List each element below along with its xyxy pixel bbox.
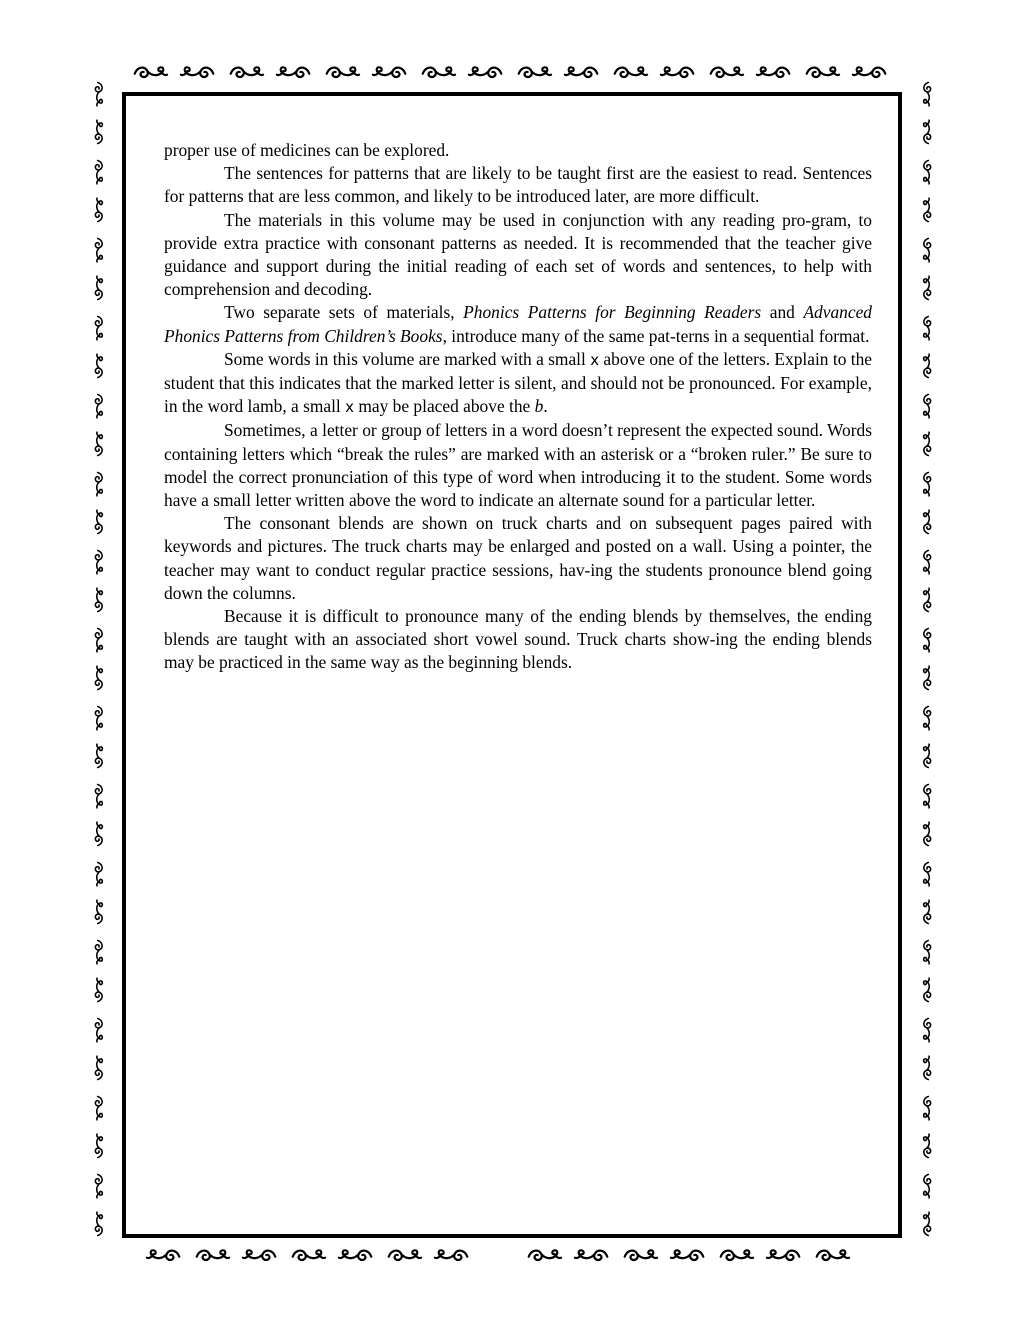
bottom-ornament-border <box>140 1246 900 1264</box>
text-run: Because it is difficult to pronounce many of the ending blends by themselves, the ending blends are taught with an associated short vowel sound. Truck charts show-ing the ending blends may be practiced in the same way as the beginning blends. <box>164 606 872 673</box>
flourish-scroll-icon <box>750 63 798 81</box>
flourish-scroll-icon <box>86 815 112 854</box>
flourish-scroll-icon <box>914 542 940 581</box>
text-run: Two separate sets of materials, <box>224 302 464 323</box>
flourish-scroll-icon <box>914 698 940 737</box>
flourish-scroll-icon <box>914 1010 940 1049</box>
flourish-scroll-icon <box>86 1166 112 1205</box>
text-run: and <box>761 302 804 323</box>
flourish-scroll-icon <box>664 1246 712 1264</box>
paragraph <box>164 301 872 347</box>
flourish-scroll-icon <box>86 737 112 776</box>
paragraph <box>164 348 872 420</box>
flourish-scroll-icon <box>914 659 940 698</box>
flourish-scroll-icon <box>86 971 112 1010</box>
flourish-scroll-icon <box>86 854 112 893</box>
flourish-scroll-icon <box>318 63 366 81</box>
flourish-scroll-icon <box>568 1246 616 1264</box>
flourish-scroll-icon <box>914 386 940 425</box>
flourish-scroll-icon <box>86 581 112 620</box>
flourish-scroll-icon <box>86 893 112 932</box>
flourish-scroll-icon <box>760 1246 808 1264</box>
flourish-scroll-icon <box>270 63 318 81</box>
flourish-scroll-icon <box>86 191 112 230</box>
flourish-scroll-icon <box>86 308 112 347</box>
flourish-scroll-icon <box>86 1127 112 1166</box>
flourish-scroll-icon <box>914 815 940 854</box>
flourish-scroll-icon <box>86 464 112 503</box>
flourish-scroll-icon <box>914 152 940 191</box>
flourish-scroll-icon <box>798 63 846 81</box>
silent-mark-symbol: x <box>590 350 600 369</box>
flourish-scroll-icon <box>414 63 462 81</box>
italic-text: b <box>534 396 544 417</box>
flourish-scroll-icon <box>236 1246 284 1264</box>
flourish-scroll-icon <box>86 698 112 737</box>
flourish-scroll-icon <box>914 854 940 893</box>
flourish-scroll-icon <box>914 74 940 113</box>
flourish-scroll-icon <box>126 63 174 81</box>
flourish-scroll-icon <box>914 1166 940 1205</box>
text-run: above one of the letters. Explain to the student that this indicates that the marked letter is silent, and should not be pronounced. For example, in the word lamb, a small <box>164 348 872 417</box>
paragraph <box>164 139 872 162</box>
flourish-scroll-icon <box>86 932 112 971</box>
flourish-scroll-icon <box>846 63 894 81</box>
left-ornament-border <box>86 74 112 1244</box>
flourish-scroll-icon <box>428 1246 476 1264</box>
text-run: may be placed above the <box>354 396 535 417</box>
paragraph <box>164 419 872 512</box>
body-text <box>164 139 872 675</box>
flourish-scroll-icon <box>914 932 940 971</box>
text-run: proper use of medicines can be explored. <box>164 140 450 160</box>
flourish-scroll-icon <box>86 1088 112 1127</box>
flourish-scroll-icon <box>914 230 940 269</box>
flourish-scroll-icon <box>510 63 558 81</box>
flourish-scroll-icon <box>914 425 940 464</box>
flourish-scroll-icon <box>914 581 940 620</box>
flourish-scroll-icon <box>174 63 222 81</box>
right-ornament-border <box>914 74 940 1244</box>
flourish-scroll-icon <box>654 63 702 81</box>
flourish-scroll-icon <box>808 1246 856 1264</box>
flourish-scroll-icon <box>914 347 940 386</box>
flourish-scroll-icon <box>86 152 112 191</box>
text-run: , introduce many of the same pat-terns in a sequential format. <box>442 325 870 346</box>
flourish-scroll-icon <box>462 63 510 81</box>
flourish-scroll-icon <box>712 1246 760 1264</box>
flourish-scroll-icon <box>284 1246 332 1264</box>
flourish-scroll-icon <box>86 113 112 152</box>
flourish-scroll-icon <box>380 1246 428 1264</box>
flourish-scroll-icon <box>914 776 940 815</box>
flourish-scroll-icon <box>914 1049 940 1088</box>
flourish-scroll-icon <box>914 971 940 1010</box>
paragraph <box>164 605 872 675</box>
flourish-scroll-icon <box>558 63 606 81</box>
flourish-scroll-icon <box>914 1205 940 1244</box>
paragraph <box>164 512 872 605</box>
flourish-scroll-icon <box>86 1205 112 1244</box>
text-run: The materials in this volume may be used in conjunction with any reading pro-gram, to provide extra practice with consonant patterns as needed. It is recommended that the teacher give guidance and support during the initial reading of each set of words and sentences, to help with comprehension and decoding. <box>164 209 872 300</box>
text-run: Some words in this volume are marked with a small <box>224 348 591 369</box>
flourish-scroll-icon <box>914 737 940 776</box>
flourish-scroll-icon <box>140 1246 188 1264</box>
flourish-scroll-icon <box>332 1246 380 1264</box>
text-run: Sometimes, a letter or group of letters in a word doesn’t represent the expected sound. Words containing letters which “break the rules” are marked with an asterisk or a “broken ruler.” Be sure to model the correct pronunciation of this type of word when introducing it to the student. Some words have a small letter written above the word to indicate an alternate sound for a particular letter. <box>164 420 872 511</box>
flourish-scroll-icon <box>914 308 940 347</box>
flourish-scroll-icon <box>86 1010 112 1049</box>
flourish-scroll-icon <box>606 63 654 81</box>
flourish-scroll-icon <box>914 503 940 542</box>
flourish-scroll-icon <box>222 63 270 81</box>
flourish-scroll-icon <box>86 425 112 464</box>
flourish-scroll-icon <box>616 1246 664 1264</box>
flourish-scroll-icon <box>86 347 112 386</box>
flourish-scroll-icon <box>914 620 940 659</box>
flourish-scroll-icon <box>86 503 112 542</box>
flourish-scroll-icon <box>86 269 112 308</box>
flourish-scroll-icon <box>914 464 940 503</box>
text-run: The consonant blends are shown on truck charts and on subsequent pages paired with keywords and pictures. The truck charts may be enlarged and posted on a wall. Using a pointer, the teacher may want to conduct regular practice sessions, hav-ing the students pronounce blend going down the columns. <box>164 513 872 603</box>
flourish-scroll-icon <box>914 1127 940 1166</box>
flourish-scroll-icon <box>366 63 414 81</box>
flourish-scroll-icon <box>86 74 112 113</box>
flourish-scroll-icon <box>86 542 112 581</box>
flourish-scroll-icon <box>914 1088 940 1127</box>
flourish-scroll-icon <box>702 63 750 81</box>
flourish-scroll-icon <box>914 269 940 308</box>
flourish-scroll-icon <box>914 893 940 932</box>
top-ornament-border <box>126 63 906 81</box>
flourish-scroll-icon <box>86 659 112 698</box>
flourish-scroll-icon <box>188 1246 236 1264</box>
text-run: The sentences for patterns that are likely to be taught first are the easiest to read. Sentences for patterns that are less common, and likely to be introduced later, are more difficult. <box>164 163 872 207</box>
italic-text: Advanced Phonics Patterns from Children’s Books <box>164 302 872 346</box>
flourish-scroll-icon <box>86 386 112 425</box>
flourish-scroll-icon <box>86 776 112 815</box>
italic-text: Phonics Patterns for Beginning Readers <box>463 302 762 323</box>
flourish-scroll-icon <box>86 1049 112 1088</box>
silent-mark-symbol: x <box>345 398 355 417</box>
flourish-scroll-icon <box>914 191 940 230</box>
text-run: . <box>543 396 548 417</box>
paragraph <box>164 209 872 302</box>
paragraph <box>164 162 872 208</box>
flourish-scroll-icon <box>86 620 112 659</box>
flourish-scroll-icon <box>914 113 940 152</box>
flourish-scroll-icon <box>520 1246 568 1264</box>
flourish-scroll-icon <box>86 230 112 269</box>
